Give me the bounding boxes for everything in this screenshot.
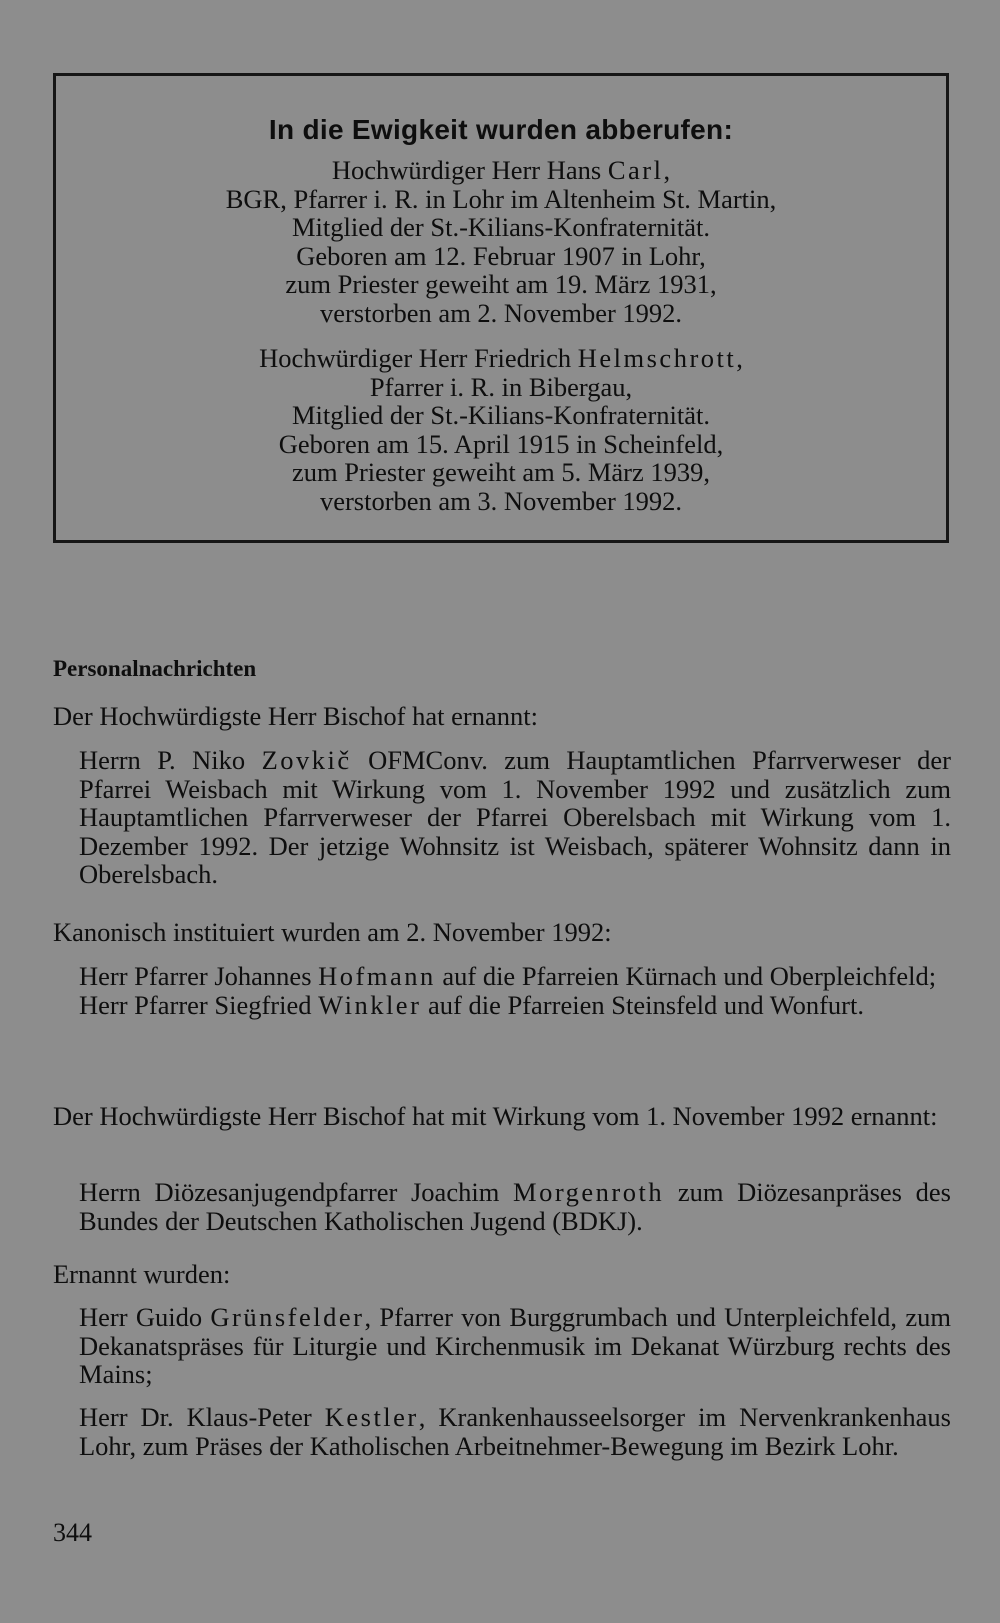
obituary-title: In die Ewigkeit wurden abberufen:	[268, 114, 734, 145]
appointment-entry: Herr Pfarrer Johannes Hofmann auf die Pfarreien Kürnach und Oberpleichfeld;	[79, 961, 937, 991]
intro-paragraph: Der Hochwürdigste Herr Bischof hat mit Wirkung vom 1. November 1992 ernannt:	[53, 1101, 938, 1131]
obituary-line: Mitglied der St.-Kilians-Konfraternität.	[291, 212, 710, 242]
obituary-entry	[56, 344, 946, 515]
obituary-line: zum Priester geweiht am 19. März 1931,	[285, 269, 717, 299]
person-name: Morgenroth	[513, 1177, 665, 1207]
section-heading: Personalnachrichten	[53, 656, 257, 681]
person-name: Grünsfelder	[210, 1302, 365, 1332]
obituary-line: verstorben am 2. November 1992.	[319, 297, 683, 328]
obituary-line: Hochwürdiger Herr Friedrich Helmschrott,	[259, 343, 743, 373]
page-number: 344	[53, 1518, 92, 1547]
obituary-entry	[56, 156, 946, 327]
appointment-paragraph: Herrn Diözesanjugendpfarrer Joachim Morgenroth zum Diözesanpräses des Bundes der Deutschen Katholischen Jugend (BDKJ).	[79, 1177, 951, 1236]
appointment-paragraph: Herrn P. Niko Zovkič OFMConv. zum Hauptamtlichen Pfarrverweser der Pfarrei Weisbach mit Wirkung vom 1. November 1992 und zusätzlich zum Hauptamtlichen Pfarrverweser der Pfarrei Oberelsbach mit Wirkung vom 1. Dezember 1992. Der jetzige Wohnsitz ist Weisbach, späterer Wohnsitz dann in Oberelsbach.	[79, 745, 951, 889]
obituary-line: Hochwürdiger Herr Hans Carl,	[331, 155, 671, 185]
intro-paragraph: Der Hochwürdigste Herr Bischof hat ernannt:	[53, 701, 538, 731]
obituary-line: Geboren am 15. April 1915 in Scheinfeld,	[278, 428, 724, 459]
appointment-paragraph: Herr Dr. Klaus-Peter Kestler, Krankenhausseelsorger im Nervenkrankenhaus Lohr, zum Präses der Katholischen Arbeitnehmer-Bewegung im Bezirk Lohr.	[79, 1402, 951, 1461]
obituary-line: verstorben am 3. November 1992.	[319, 485, 683, 516]
obituary-line: Geboren am 12. Februar 1907 in Lohr,	[296, 240, 706, 271]
person-name: Winkler	[318, 989, 422, 1020]
appointment-paragraph: Herr Guido Grünsfelder, Pfarrer von Burggrumbach und Unterpleichfeld, zum Dekanatspräses für Liturgie und Kirchenmusik im Dekanat Würzburg rechts des Mains;	[79, 1302, 951, 1389]
obituary-line: Mitglied der St.-Kilians-Konfraternität.	[291, 400, 710, 430]
person-name: Helmschrott	[577, 343, 737, 373]
obituary-box	[53, 73, 949, 543]
person-name: Zovkič	[261, 745, 352, 775]
appointment-paragraph	[79, 962, 951, 1019]
intro-paragraph: Ernannt wurden:	[53, 1259, 231, 1289]
person-name: Hofmann	[318, 961, 436, 991]
intro-paragraph: Kanonisch instituiert wurden am 2. November 1992:	[53, 917, 612, 947]
appointment-entry: Herr Pfarrer Siegfried Winkler auf die Pfarreien Steinsfeld und Wonfurt.	[79, 989, 864, 1020]
person-name: Kestler	[324, 1402, 419, 1432]
person-name: Carl	[607, 155, 664, 185]
obituary-line: BGR, Pfarrer i. R. in Lohr im Altenheim St. Martin,	[225, 183, 777, 214]
obituary-line: zum Priester geweiht am 5. März 1939,	[292, 457, 710, 487]
obituary-line: Pfarrer i. R. in Bibergau,	[369, 371, 633, 402]
